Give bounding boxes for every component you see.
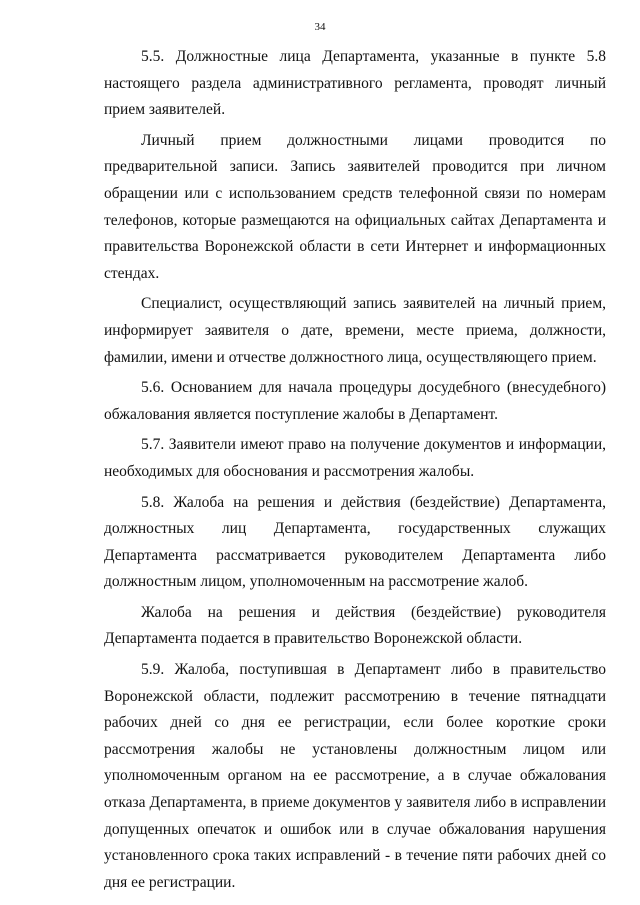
paragraph-5-6: 5.6. Основанием для начала процедуры досудебного (внесудебного) обжалования является поступление жалобы в Департамент.	[104, 379, 606, 423]
paragraph-5-7: 5.7. Заявители имеют право на получение документов и информации, необходимых для обоснования и рассмотрения жалобы.	[104, 436, 606, 480]
paragraph-5-8: 5.8. Жалоба на решения и действия (бездействие) Департамента, должностных лиц Департамента, государственных служащих Департамента рассматривается руководителем Департамента либо должностным лицом, уполномоченным на рассмотрение жалоб.	[104, 493, 606, 591]
paragraph-specialist: Специалист, осуществляющий запись заявителей на личный прием, информирует заявителя о дате, времени, месте приема, должности, фамилии, имени и отчестве должностного лица, осуществляющего прием.	[104, 295, 606, 366]
page-number: 34	[314, 21, 326, 33]
document-body	[104, 44, 606, 900]
paragraph-5-9: 5.9. Жалоба, поступившая в Департамент либо в правительство Воронежской области, подлежит рассмотрению в течение пятнадцати рабочих дней со дня ее регистрации, если более короткие сроки рассмотрения жалобы не установлены должностным лицом или уполномоченным органом на ее рассмотрение, а в случае обжалования отказа Департамента, в приеме документов у заявителя либо в исправлении допущенных опечаток и ошибок или в случае обжалования нарушения установленного срока таких исправлений - в течение пяти рабочих дней со дня ее регистрации.	[104, 661, 606, 891]
paragraph-complaint-head: Жалоба на решения и действия (бездействие) руководителя Департамента подается в правительство Воронежской области.	[104, 603, 606, 648]
paragraph-personal-reception: Личный прием должностными лицами проводится по предварительной записи. Запись заявителей проводится при личном обращении или с использованием средств телефонной связи по номерам телефонов, которые размещаются на официальных сайтах Департамента и правительства Воронежской области в сети Интернет и информационных стендах.	[104, 131, 606, 282]
paragraph-5-5: 5.5. Должностные лица Департамента, указанные в пункте 5.8 настоящего раздела административного регламента, проводят личный прием заявителей.	[104, 48, 606, 119]
